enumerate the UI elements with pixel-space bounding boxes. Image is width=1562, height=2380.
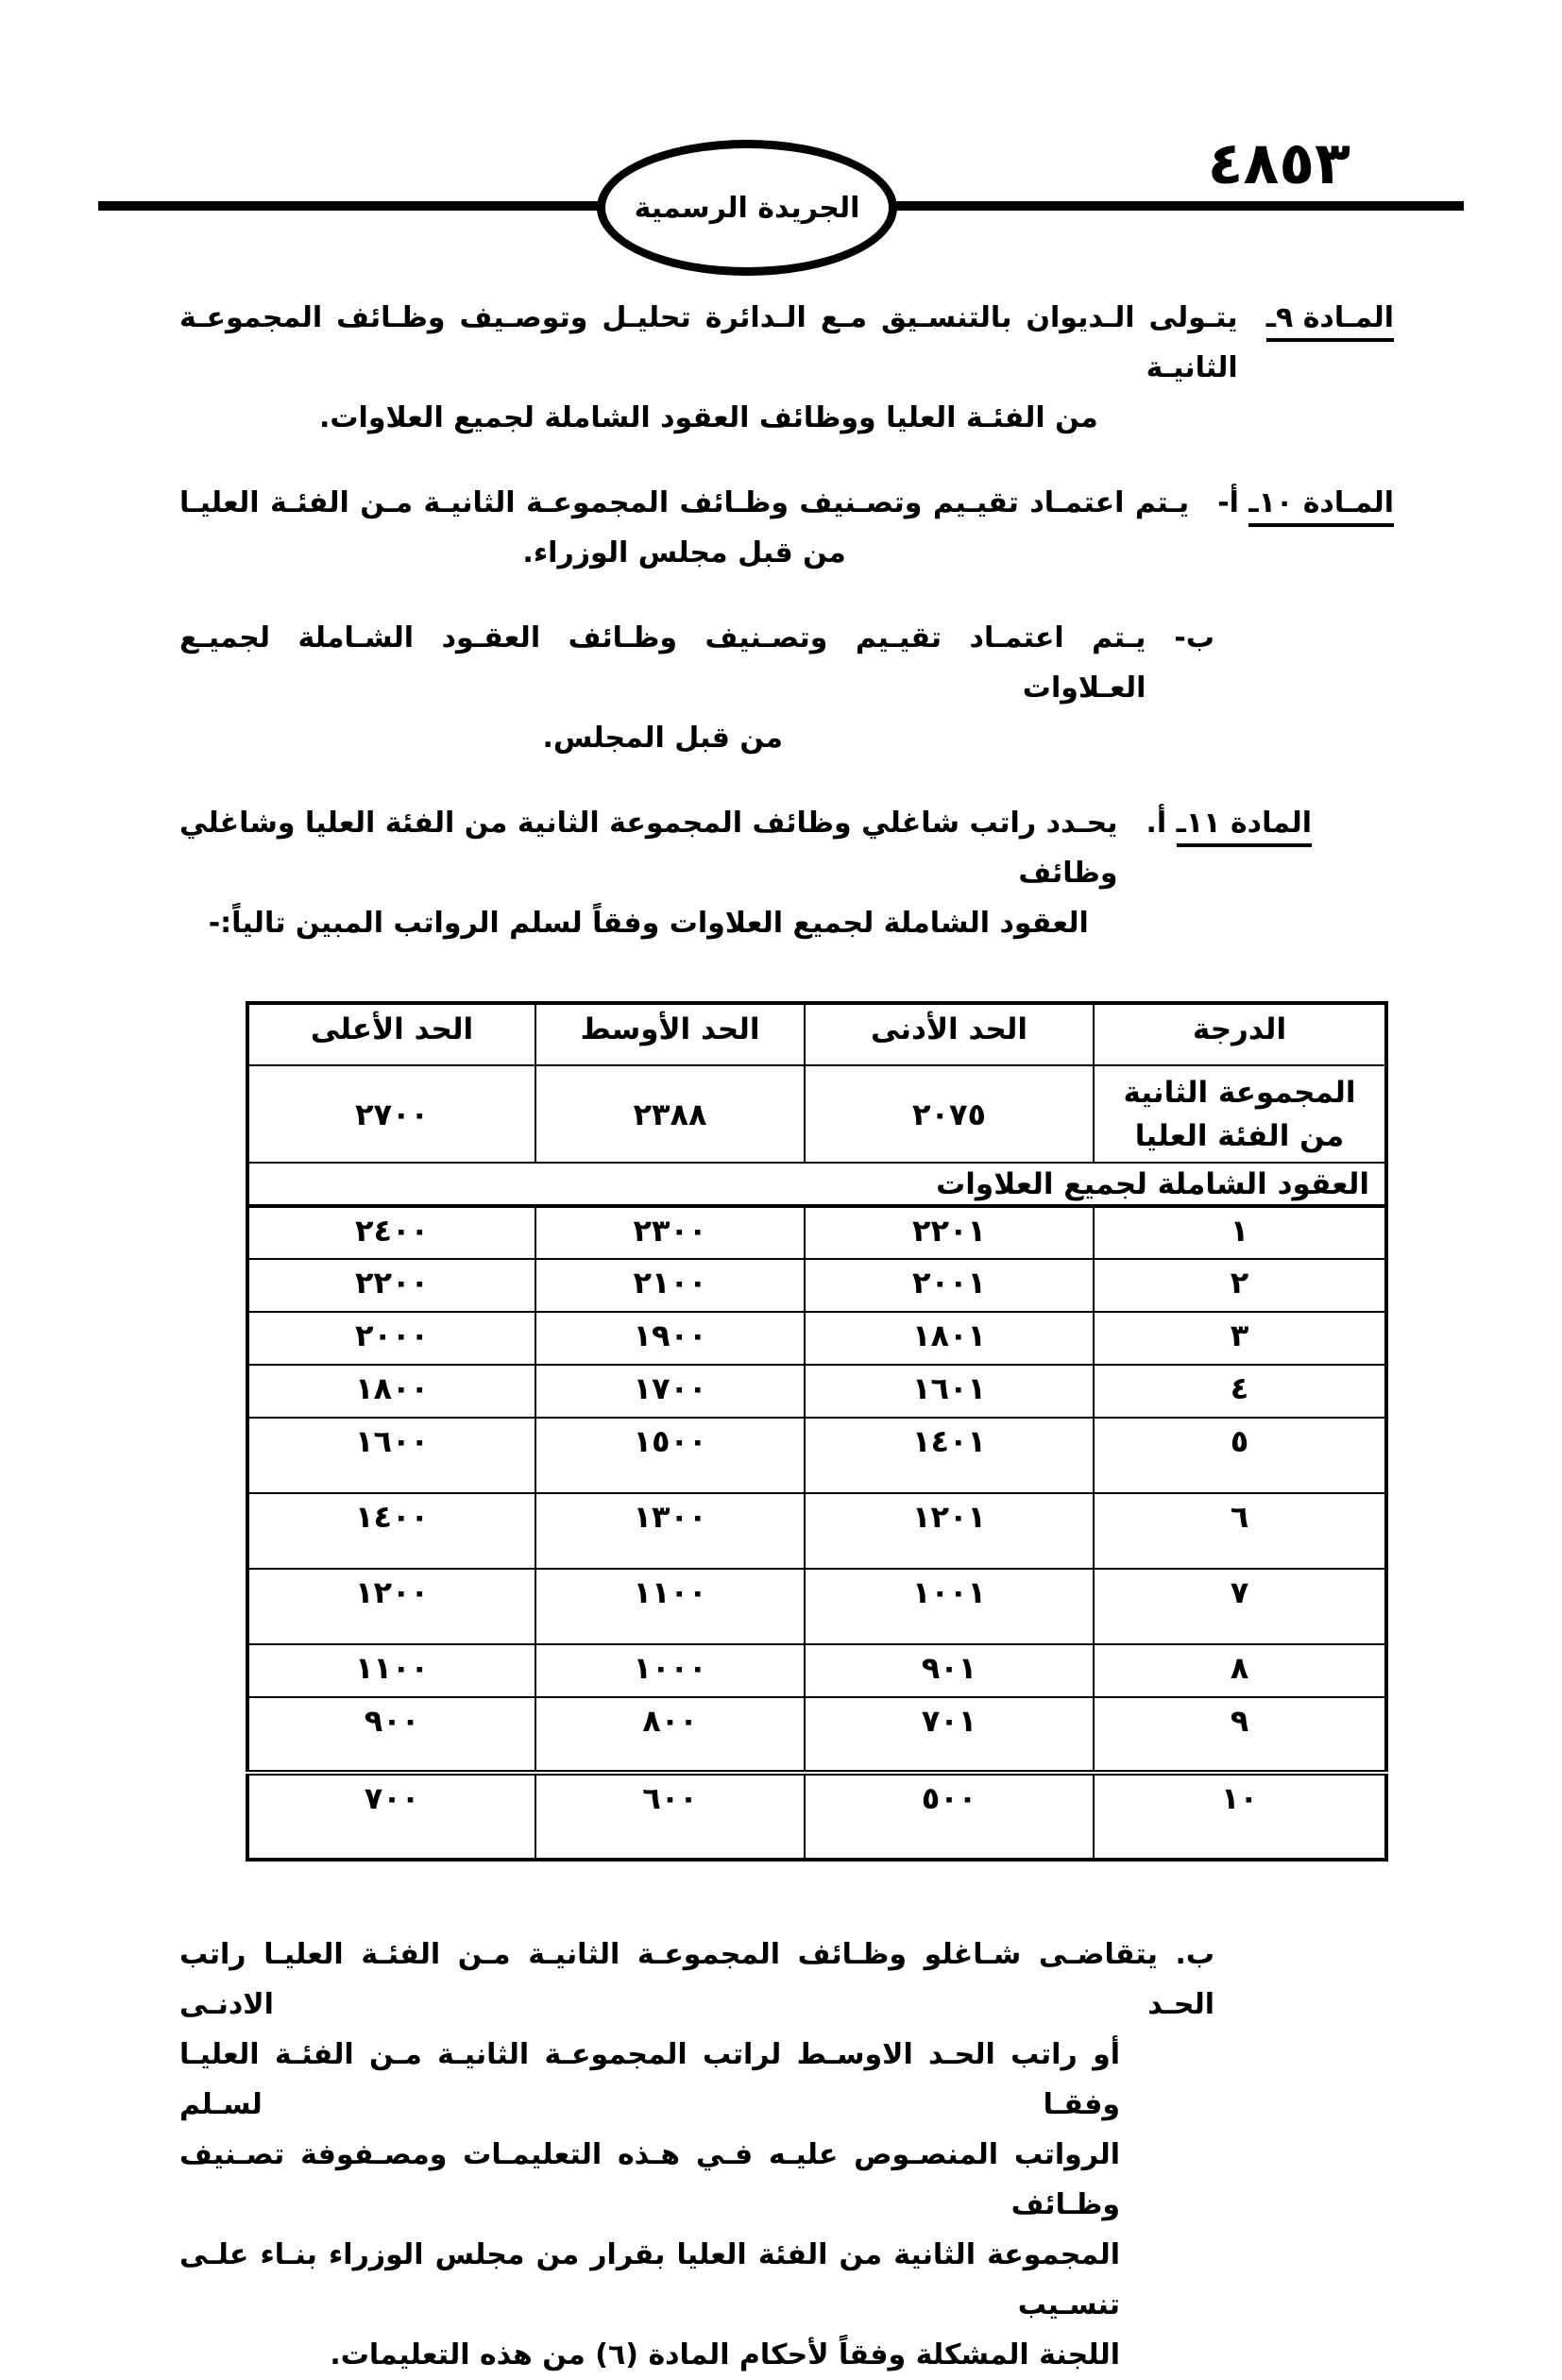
group-min: ٢٠٧٥ xyxy=(805,1065,1094,1163)
salary-table xyxy=(246,1001,1388,1862)
article-11-number: المادة ١١ـ xyxy=(1177,807,1312,847)
article-11 xyxy=(179,798,1312,948)
page-header xyxy=(0,0,1562,293)
article-9-label xyxy=(1266,293,1394,343)
cell-mid: ٢٣٠٠ xyxy=(535,1206,805,1259)
article-10-number: المـادة ١٠ـ xyxy=(1248,486,1394,527)
article-11-clause-a: أ. xyxy=(1146,807,1167,840)
article-10-a-line-2: من قبل مجلس الوزراء. xyxy=(522,536,846,570)
article-11-line-1: يحـدد راتب شاغلي وظائف المجموعة الثانية من الفئة العليا وشاغلي وظائف xyxy=(179,807,1118,890)
article-11-clause-b xyxy=(179,1930,1214,2380)
cell-mid: ٦٠٠ xyxy=(535,1773,805,1860)
col-header-min: الحد الأدنى xyxy=(805,1003,1094,1065)
salary-row-4 xyxy=(247,1365,1386,1418)
group-label-line-1: المجموعة الثانية xyxy=(1123,1075,1356,1110)
cell-grade: ٥ xyxy=(1094,1418,1386,1493)
salary-row-5 xyxy=(247,1418,1386,1493)
article-9-line-2: من الفئـة العليا ووظائف العقود الشاملة لجميع العلاوات. xyxy=(319,401,1098,434)
salary-row-10 xyxy=(247,1773,1386,1860)
cell-min: ١٤٠١ xyxy=(805,1418,1094,1493)
cell-mid: ٨٠٠ xyxy=(535,1697,805,1773)
cell-max: ١٨٠٠ xyxy=(247,1365,535,1418)
cell-mid: ١٣٠٠ xyxy=(535,1493,805,1569)
article-10-b-line-2: من قبل المجلس. xyxy=(542,722,783,755)
gazette-seal xyxy=(597,140,897,276)
group-label-line-2: من الفئة العليا xyxy=(1134,1118,1345,1153)
salary-row-7 xyxy=(247,1569,1386,1644)
cell-max: ١١٠٠ xyxy=(247,1644,535,1697)
gazette-title: الجريدة الرسمية xyxy=(634,191,860,225)
closing-line-5: اللجنة المشكلة وفقاً لأحكام المادة (٦) من هذه التعليمات. xyxy=(330,2338,1120,2372)
article-9-line-1: يتـولى الـديوان بالتنسـيق مـع الـدائرة تحليـل وتوصـيف وظـائف المجموعـة الثانيـة xyxy=(179,301,1238,384)
article-10-a-line-1: يـتم اعتمـاد تقيـيم وتصـنيف وظـائف المجموعـة الثانيـة مـن الفئـة العليـا xyxy=(179,486,1190,519)
salary-row-6 xyxy=(247,1493,1386,1569)
cell-grade: ٨ xyxy=(1094,1644,1386,1697)
table-header-row xyxy=(247,1003,1386,1065)
span-row-label: العقود الشاملة لجميع العلاوات xyxy=(247,1163,1386,1206)
article-10-a xyxy=(179,478,1394,578)
cell-mid: ١٠٠٠ xyxy=(535,1644,805,1697)
span-row-contracts xyxy=(247,1163,1386,1206)
cell-max: ٢٠٠٠ xyxy=(247,1312,535,1365)
salary-row-8 xyxy=(247,1644,1386,1697)
article-11-body xyxy=(179,798,1117,948)
article-11-line-2: العقود الشاملة لجميع العلاوات وفقاً لسلم الرواتب المبين تالياً:- xyxy=(208,907,1089,940)
article-10-a-body xyxy=(179,478,1189,578)
cell-min: ١٢٠١ xyxy=(805,1493,1094,1569)
cell-max: ١٤٠٠ xyxy=(247,1493,535,1569)
cell-max: ١٢٠٠ xyxy=(247,1569,535,1644)
salary-row-3 xyxy=(247,1312,1386,1365)
cell-min: ١٦٠١ xyxy=(805,1365,1094,1418)
closing-line-3: الرواتب المنصـوص عليـه فـي هـذه التعليمـات ومصـفوفة تصـنيف وظـائف xyxy=(179,2138,1120,2221)
cell-grade: ٧ xyxy=(1094,1569,1386,1644)
article-11-label xyxy=(1146,798,1312,848)
cell-min: ١٠٠١ xyxy=(805,1569,1094,1644)
group-label-cell xyxy=(1094,1065,1386,1163)
cell-min: ٧٠١ xyxy=(805,1697,1094,1773)
cell-mid: ١٧٠٠ xyxy=(535,1365,805,1418)
group-max: ٢٧٠٠ xyxy=(247,1065,535,1163)
cell-min: ١٨٠١ xyxy=(805,1312,1094,1365)
salary-row-1 xyxy=(247,1206,1386,1259)
article-10-clause-a: أ- xyxy=(1217,486,1239,519)
cell-grade: ١٠ xyxy=(1094,1773,1386,1860)
cell-grade: ٢ xyxy=(1094,1259,1386,1312)
article-10-b xyxy=(179,613,1214,763)
cell-grade: ٤ xyxy=(1094,1365,1386,1418)
page-number: ٤٨٥٣ xyxy=(1207,128,1350,197)
cell-max: ٧٠٠ xyxy=(247,1773,535,1860)
cell-mid: ٢١٠٠ xyxy=(535,1259,805,1312)
group-row-upper-category xyxy=(247,1065,1386,1163)
col-header-grade: الدرجة xyxy=(1094,1003,1386,1065)
closing-line-1: ب. يتقاضـى شـاغلو وظـائف المجموعـة الثانيـة مـن الفئـة العليـا راتب الحـد الادنـى xyxy=(179,1938,1214,2021)
cell-mid: ١٩٠٠ xyxy=(535,1312,805,1365)
cell-grade: ٦ xyxy=(1094,1493,1386,1569)
cell-grade: ٣ xyxy=(1094,1312,1386,1365)
salary-row-2 xyxy=(247,1259,1386,1312)
closing-line-2: أو راتب الحـد الاوسـط لراتب المجموعـة الثانيـة مـن الفئـة العليـا وفقـا لسـلم xyxy=(179,2038,1120,2121)
cell-grade: ٩ xyxy=(1094,1697,1386,1773)
closing-line-4: المجموعة الثانية من الفئة العليا بقرار من مجلس الوزراء بنـاء علـى تنسـيب xyxy=(179,2238,1120,2321)
article-10-label xyxy=(1217,478,1394,528)
article-10-clause-b: ب- xyxy=(1174,621,1214,654)
cell-min: ٩٠١ xyxy=(805,1644,1094,1697)
cell-max: ٢٤٠٠ xyxy=(247,1206,535,1259)
article-9-body xyxy=(179,293,1238,443)
cell-grade: ١ xyxy=(1094,1206,1386,1259)
article-9-number: المـادة ٩ـ xyxy=(1266,301,1394,342)
article-9 xyxy=(179,293,1394,443)
cell-mid: ١٥٠٠ xyxy=(535,1418,805,1493)
salary-row-9 xyxy=(247,1697,1386,1773)
article-10-b-body xyxy=(179,613,1146,763)
col-header-max: الحد الأعلى xyxy=(247,1003,535,1065)
article-10-b-line-1: يـتم اعتمـاد تقيـيم وتصـنيف وظـائف العقـود الشـاملة لجميـع العـلاوات xyxy=(179,621,1146,705)
cell-min: ٥٠٠ xyxy=(805,1773,1094,1860)
cell-max: ٩٠٠ xyxy=(247,1697,535,1773)
cell-min: ٢٢٠١ xyxy=(805,1206,1094,1259)
group-mid: ٢٣٨٨ xyxy=(535,1065,805,1163)
cell-max: ٢٢٠٠ xyxy=(247,1259,535,1312)
cell-max: ١٦٠٠ xyxy=(247,1418,535,1493)
cell-mid: ١١٠٠ xyxy=(535,1569,805,1644)
col-header-mid: الحد الأوسط xyxy=(535,1003,805,1065)
cell-min: ٢٠٠١ xyxy=(805,1259,1094,1312)
